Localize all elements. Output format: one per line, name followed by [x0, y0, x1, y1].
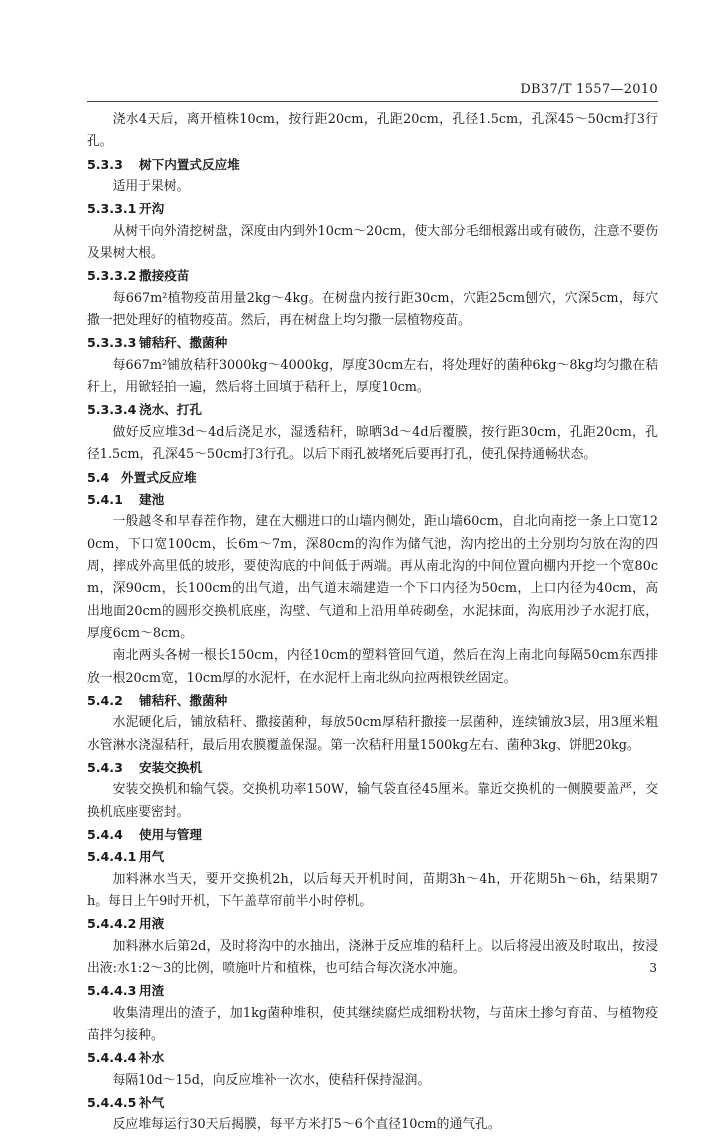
section-heading — [87, 154, 658, 176]
section-heading — [87, 467, 658, 489]
section-title: 铺秸秆、撒菌种 — [139, 335, 228, 351]
section-title: 使用与管理 — [139, 827, 202, 842]
section-title: 撒接疫苗 — [139, 268, 190, 284]
paragraph: 每隔10d～15d，向反应堆补一次水，使秸秆保持湿润。 — [112, 1072, 431, 1088]
section-number: 5.4.4 — [87, 827, 123, 842]
section-number: 5.3.3.3 — [87, 335, 137, 351]
paragraph: 加料淋水当天，要开交换机2h，以后每天开机时间，苗期3h～4h，开花期5h～6h，结果期7h。每日上午9时开机，下午盖草帘前半小时停机。 — [87, 871, 658, 910]
section-title: 开沟 — [139, 201, 165, 217]
section-heading — [87, 399, 658, 421]
section-number: 5.4.4.4 — [87, 1050, 137, 1066]
paragraph: 收集清理出的渣子，加1kg菌种堆积，使其继续腐烂成细粉状物，与苗床土掺匀育苗、与植物疫苗拌匀接种。 — [87, 1005, 658, 1044]
paragraph: 适用于果树。 — [112, 179, 190, 195]
section-heading — [87, 332, 658, 354]
section-title: 补气 — [139, 1095, 165, 1111]
section-heading — [87, 265, 658, 287]
section-title: 用气 — [139, 849, 165, 865]
section-heading — [87, 690, 658, 712]
section-heading — [87, 489, 658, 511]
paragraph: 南北两头各树一根长150cm，内径10cm的塑料管回气道，然后在沟上南北向每隔50cm东西排放一根20cm宽，10cm厚的水泥杆，在水泥杆上南北纵向拉两根铁丝固定。 — [87, 648, 658, 686]
section-title: 树下内置式反应堆 — [139, 156, 240, 172]
section-heading — [87, 198, 658, 220]
paragraph: 加料淋水后第2d，及时将沟中的水抽出，浇淋于反应堆的秸秆上。以后将浸出液及时取出，按浸出液:水1:2～3的比例，喷施叶片和植株，也可结合每次浇水冲施。 — [87, 938, 658, 977]
section-number: 5.4.4.1 — [87, 849, 137, 865]
paragraph: 每667m²铺放秸秆3000kg～4000kg，厚度30cm左右，将处理好的菌种6kg～8kg均匀撒在秸秆上，用锨轻拍一遍，然后将土回填于秸秆上，厚度10cm。 — [87, 357, 658, 396]
paragraph: 水泥硬化后，铺放秸秆、撒接菌种，每放50cm厚秸秆撒接一层菌种，连续铺放3层，用3厘米粗水管淋水浇湿秸秆，最后用农膜覆盖保湿。第一次秸秆用量1500kg左右、菌种3kg、饼肥20kg。 — [87, 715, 658, 753]
section-title: 铺秸秆、撒菌种 — [139, 692, 228, 708]
section-heading — [87, 980, 658, 1002]
section-heading — [87, 1092, 658, 1114]
section-heading — [87, 846, 658, 868]
paragraph: 做好反应堆3d～4d后浇足水，湿透秸秆，晾晒3d～4d后覆膜，按行距30cm，孔距20cm，孔径1.5cm，孔深45～50cm打3行孔。以后下雨孔被堵死后要再打孔，使孔保持通畅状态。 — [87, 424, 658, 463]
standard-code: DB37/T 1557—2010 — [520, 82, 658, 97]
section-number: 5.3.3.1 — [87, 201, 137, 217]
document-body — [87, 109, 658, 1137]
section-number: 5.4 — [87, 469, 110, 485]
section-number: 5.3.3 — [87, 156, 123, 172]
section-title: 浇水、打孔 — [139, 402, 202, 418]
section-number: 5.4.2 — [87, 692, 123, 708]
section-title: 外置式反应堆 — [121, 469, 197, 485]
paragraph: 从树干向外清挖树盘，深度由内到外10cm～20cm，使大部分毛细根露出或有破伤，注意不要伤及果树大根。 — [87, 223, 658, 262]
header-divider — [87, 101, 658, 102]
section-number: 5.3.3.2 — [87, 268, 137, 284]
paragraph: 一般越冬和早春茬作物，建在大棚进口的山墙内侧处，距山墙60cm，自北向南挖一条上口宽120cm，下口宽100cm，长6m～7m，深80cm的沟作为储气池，沟内挖出的土分别均匀放在沟的四周，摔成外高里低的坡形，要使沟底的中间低于两端。再从南北沟的中间位置向棚内开挖一个宽80cm，深90cm，长100cm的出气道，出气道末端建造一个下口内径为50cm，上口内径为40cm，高出地面20cm的圆形交换机底座，沟壁、气道和上沿用单砖砌垒，水泥抹面，沟底用沙子水泥打底，厚度6cm～8cm。 — [87, 514, 658, 641]
section-heading — [87, 757, 658, 779]
section-number: 5.3.3.4 — [87, 402, 137, 418]
section-heading — [87, 824, 658, 846]
section-heading — [87, 1047, 658, 1069]
paragraph: 每667m²植物疫苗用量2kg～4kg。在树盘内按行距30cm，穴距25cm刨穴，穴深5cm，每穴撒一把处理好的植物疫苗。然后，再在树盘上均匀撒一层植物疫苗。 — [87, 290, 658, 329]
section-title: 建池 — [139, 491, 165, 507]
section-number: 5.4.3 — [87, 759, 123, 775]
section-number: 5.4.4.2 — [87, 916, 137, 932]
section-title: 用渣 — [139, 983, 165, 999]
paragraph: 安装交换机和输气袋。交换机功率150W，输气袋直径45厘米。靠近交换机的一侧膜要盖严，交换机底座要密封。 — [87, 782, 658, 820]
section-number: 5.4.4.5 — [87, 1095, 137, 1111]
page-number: 3 — [649, 961, 657, 975]
paragraph: 反应堆每运行30天后揭膜，每平方米打5～6个直径10cm的通气孔。 — [112, 1117, 501, 1133]
section-number: 5.4.4.3 — [87, 983, 137, 999]
paragraph: 浇水4天后，离开植株10cm，按行距20cm，孔距20cm，孔径1.5cm，孔深45～50cm打3行孔。 — [87, 112, 658, 150]
section-heading — [87, 913, 658, 935]
section-title: 用液 — [139, 916, 165, 932]
section-title: 安装交换机 — [139, 759, 202, 775]
section-title: 补水 — [139, 1050, 165, 1066]
section-number: 5.4.1 — [87, 491, 123, 507]
